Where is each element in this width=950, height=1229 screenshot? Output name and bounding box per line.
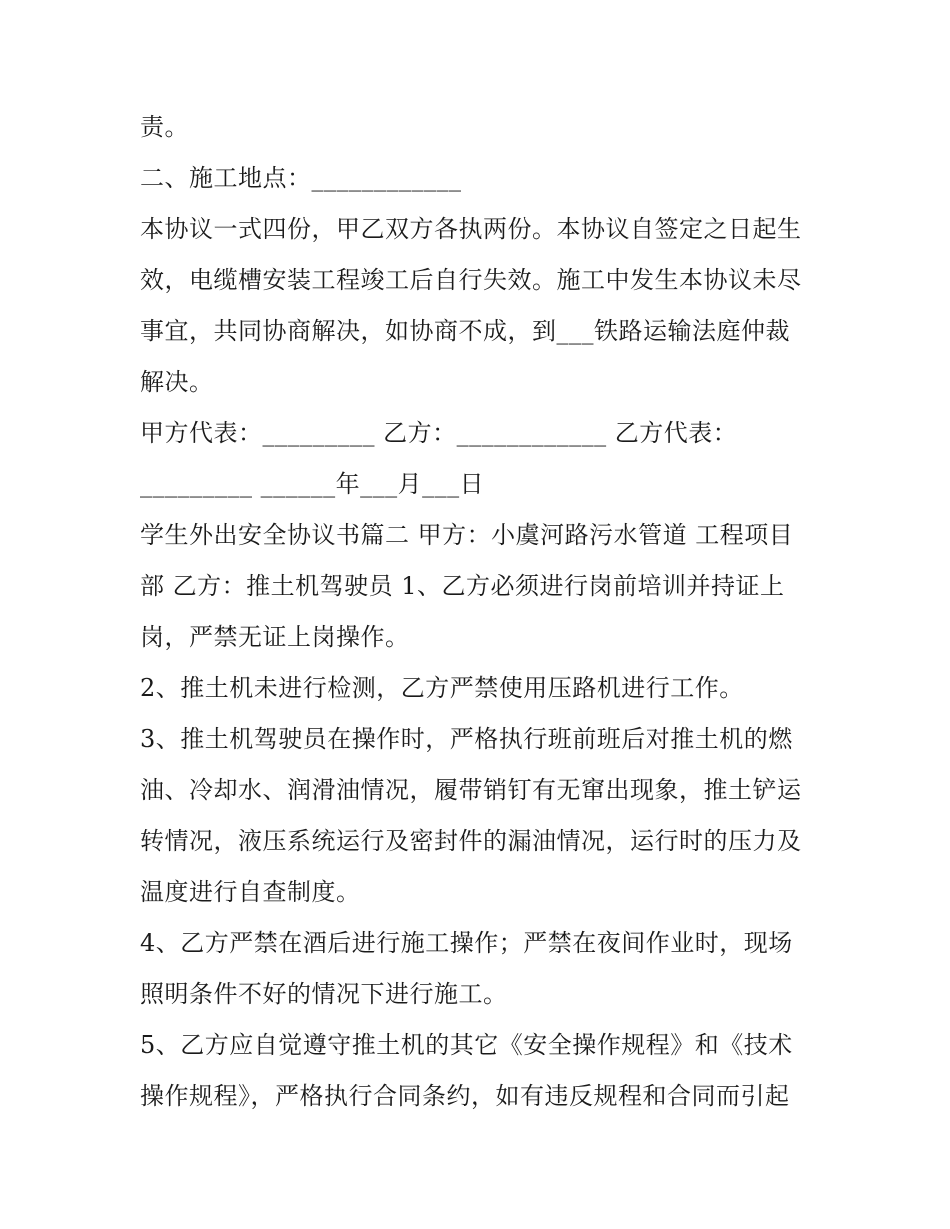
document-body (140, 102, 820, 1122)
text-line: 解决。 (140, 368, 214, 396)
text-line: 责。 (140, 113, 189, 141)
text-line: 操作规程》，严格执行合同条约，如有违反规程和合同而引起 (140, 1082, 790, 1110)
text-line: _________ ______年___月___日 (140, 470, 485, 498)
text-line: 照明条件不好的情况下进行施工。 (140, 980, 508, 1008)
text-line: 油、冷却水、润滑油情况，履带销钉有无窜出现象，推土铲运 (140, 776, 802, 804)
text-line: 甲方代表：_________ 乙方：____________ 乙方代表： (140, 419, 738, 447)
text-line: 岗，严禁无证上岗操作。 (140, 623, 410, 651)
text-line: 2、推土机未进行检测，乙方严禁使用压路机进行工作。 (140, 674, 744, 702)
text-line: 转情况，液压系统运行及密封件的漏油情况，运行时的压力及 (140, 827, 802, 855)
text-line: 效，电缆槽安装工程竣工后自行失效。施工中发生本协议未尽 (140, 266, 802, 294)
text-line: 事宜，共同协商解决，如协商不成，到___铁路运输法庭仲裁 (140, 317, 790, 345)
text-line: 4、乙方严禁在酒后进行施工操作；严禁在夜间作业时，现场 (140, 929, 793, 957)
text-line: 部 乙方：推土机驾驶员 1、乙方必须进行岗前培训并持证上 (140, 572, 785, 600)
text-line: 本协议一式四份，甲乙双方各执两份。本协议自签定之日起生 (140, 215, 802, 243)
text-line: 5、乙方应自觉遵守推土机的其它《安全操作规程》和《技术 (140, 1031, 793, 1059)
text-line: 二、施工地点：____________ (140, 164, 462, 192)
text-line: 温度进行自查制度。 (140, 878, 361, 906)
text-line: 学生外出安全协议书篇二 甲方：小虞河路污水管道 工程项目 (140, 521, 794, 549)
text-line: 3、推土机驾驶员在操作时，严格执行班前班后对推土机的燃 (140, 725, 793, 753)
